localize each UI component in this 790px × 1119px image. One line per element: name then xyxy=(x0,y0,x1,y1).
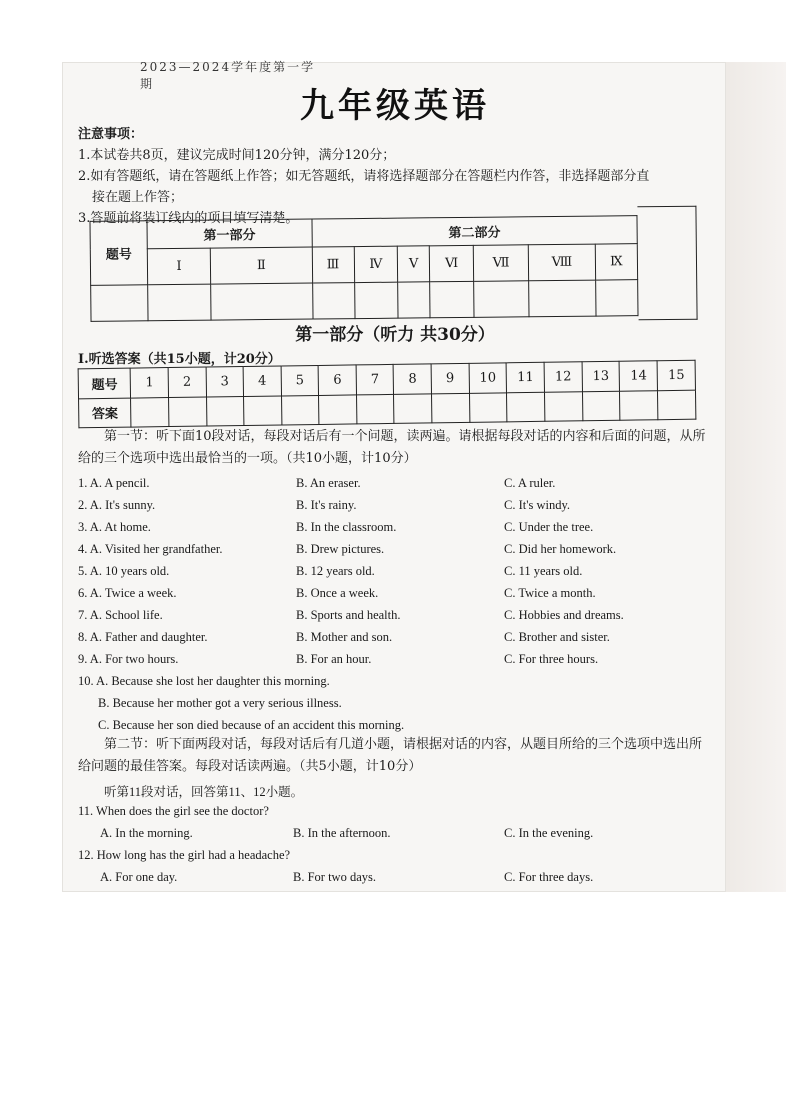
score-table-label: 题号 xyxy=(90,221,148,286)
score-col: Ⅲ xyxy=(312,247,354,283)
score-cell[interactable] xyxy=(91,285,148,322)
score-col: Ⅶ xyxy=(473,245,529,282)
score-cell[interactable] xyxy=(312,283,354,319)
answer-number: 8 xyxy=(394,364,432,394)
score-col: Ⅷ xyxy=(528,244,595,281)
option-b: B. Sports and health. xyxy=(296,608,401,622)
score-table xyxy=(89,215,638,322)
option-b: B. 12 years old. xyxy=(296,564,375,578)
option-a: 8. A. Father and daughter. xyxy=(78,630,208,644)
option-b: B. For two days. xyxy=(293,870,376,884)
section1-title: Ⅰ.听选答案（共15小题，计20分） xyxy=(78,352,281,367)
question-12-options xyxy=(78,870,718,890)
answer-row-label: 题号 xyxy=(78,368,131,398)
option-b: B. Mother and son. xyxy=(296,630,393,644)
option-a: 2. A. It's sunny. xyxy=(78,498,156,512)
score-col: Ⅵ xyxy=(430,245,474,281)
question-10-option-a: 10. A. Because she lost her daughter this morning. xyxy=(78,674,330,688)
answer-cell[interactable] xyxy=(582,391,620,421)
answer-cell[interactable] xyxy=(394,393,432,423)
part1-title: 第一部分（听力 共30分） xyxy=(295,325,495,345)
question-9 xyxy=(78,652,718,672)
cut-header-text: 2023—2024学年度第一学期 xyxy=(140,60,316,91)
notes-item: 1.本试卷共8页，建议完成时间120分钟，满分120分； xyxy=(78,148,396,163)
score-cell[interactable] xyxy=(398,282,431,318)
answer-number: 15 xyxy=(657,360,695,390)
option-c: C. Brother and sister. xyxy=(504,630,610,644)
question-10-option-c: C. Because her son died because of an accident this morning. xyxy=(98,718,405,732)
option-c: C. Under the tree. xyxy=(504,520,594,534)
option-a: 4. A. Visited her grandfather. xyxy=(78,542,223,556)
score-col: Ⅱ xyxy=(210,247,312,284)
question-11-options xyxy=(78,826,718,846)
score-col: Ⅳ xyxy=(354,246,398,282)
option-c: C. Twice a month. xyxy=(504,586,596,600)
score-col: Ⅴ xyxy=(397,246,430,282)
option-a: 7. A. School life. xyxy=(78,608,163,622)
notes-item: 2.如有答题纸，请在答题纸上作答；如无答题纸，请将选择题部分在答题栏内作答，非选择题部分直 xyxy=(78,169,650,184)
option-a: 9. A. For two hours. xyxy=(78,652,179,666)
answer-number: 3 xyxy=(206,367,244,397)
answer-row-label: 答案 xyxy=(79,398,132,428)
notes-item: 3.答题前将装订线内的项目填写清楚。 xyxy=(78,211,299,226)
page-title: 九年级英语 xyxy=(300,86,490,126)
exam-notes xyxy=(78,124,728,229)
answer-cell[interactable] xyxy=(169,397,207,427)
answer-number: 7 xyxy=(356,364,394,394)
question-3 xyxy=(78,520,718,540)
answer-cell[interactable] xyxy=(620,390,658,420)
question-2 xyxy=(78,498,718,518)
question-10-option-b: B. Because her mother got a very serious illness. xyxy=(98,696,342,710)
score-cell[interactable] xyxy=(354,282,398,318)
answer-number: 11 xyxy=(506,362,544,392)
answer-cell[interactable] xyxy=(244,395,282,425)
answer-cell[interactable] xyxy=(545,391,583,421)
answer-cell[interactable] xyxy=(658,390,696,420)
option-a: 5. A. 10 years old. xyxy=(78,564,170,578)
answer-number: 10 xyxy=(469,363,507,393)
question-5 xyxy=(78,564,718,584)
answer-number: 14 xyxy=(620,361,658,391)
question-7 xyxy=(78,608,718,628)
score-cell[interactable] xyxy=(529,280,596,317)
question-11-stem: 11. When does the girl see the doctor? xyxy=(78,804,269,818)
option-a: 3. A. At home. xyxy=(78,520,151,534)
answer-cell[interactable] xyxy=(206,396,244,426)
part1-instruction: 第一节：听下面10段对话，每段对话后有一个问题，读两遍。请根据每段对话的内容和后面的问题，从所给的三个选项中选出最恰当的一项。（共10小题，计10分） xyxy=(78,429,706,466)
page-edge-shadow xyxy=(726,62,786,892)
answer-number: 12 xyxy=(544,362,582,392)
option-c: C. In the evening. xyxy=(504,826,594,840)
question-6 xyxy=(78,586,718,606)
question-11 xyxy=(78,804,718,824)
option-c: C. For three days. xyxy=(504,870,594,884)
option-c: C. For three hours. xyxy=(504,652,599,666)
option-c: C. It's windy. xyxy=(504,498,571,512)
option-b: B. In the classroom. xyxy=(296,520,397,534)
answer-cell[interactable] xyxy=(469,392,507,422)
question-12-stem: 12. How long has the girl had a headache? xyxy=(78,848,291,862)
option-c: C. 11 years old. xyxy=(504,564,583,578)
answer-number: 13 xyxy=(582,361,620,391)
option-b: B. Once a week. xyxy=(296,586,379,600)
option-a: 6. A. Twice a week. xyxy=(78,586,177,600)
question-8 xyxy=(78,630,718,650)
score-cell[interactable] xyxy=(474,281,530,318)
answer-cell[interactable] xyxy=(507,392,545,422)
score-cell[interactable] xyxy=(148,284,212,321)
question-10 xyxy=(78,674,718,694)
answer-number: 6 xyxy=(318,365,356,395)
option-b: B. It's rainy. xyxy=(296,498,357,512)
answer-number: 4 xyxy=(243,366,281,396)
answer-cell[interactable] xyxy=(281,395,319,425)
answer-number: 1 xyxy=(131,368,169,398)
answer-number: 2 xyxy=(168,367,206,397)
dialog-11-label: 听第11段对话，回答第11、12小题。 xyxy=(104,785,304,799)
score-cell[interactable] xyxy=(430,281,474,317)
total-score-box[interactable] xyxy=(637,206,697,321)
score-part1-header: 第一部分 xyxy=(147,219,312,249)
option-a: A. For one day. xyxy=(100,870,178,884)
question-4 xyxy=(78,542,718,562)
answer-cell[interactable] xyxy=(432,393,470,423)
notes-item: 接在题上作答； xyxy=(92,190,184,205)
option-b: B. Drew pictures. xyxy=(296,542,385,556)
option-a: A. In the morning. xyxy=(100,826,193,840)
answer-cell[interactable] xyxy=(356,394,394,424)
answer-number: 5 xyxy=(281,365,319,395)
question-12 xyxy=(78,848,718,868)
question-1 xyxy=(78,476,718,496)
option-c: C. Hobbies and dreams. xyxy=(504,608,624,622)
dialog-11-intro xyxy=(104,782,744,802)
score-cell[interactable] xyxy=(596,280,638,316)
part2-instruction: 第二节：听下面两段对话，每段对话后有几道小题，请根据对话的内容，从题目所给的三个选项中选出所给问题的最佳答案。每段对话读两遍。（共5小题，计10分） xyxy=(78,737,703,774)
score-part2-header: 第二部分 xyxy=(312,216,638,247)
option-a: 1. A. A pencil. xyxy=(78,476,150,490)
answer-number: 9 xyxy=(431,363,469,393)
option-b: B. In the afternoon. xyxy=(293,826,391,840)
option-c: C. Did her homework. xyxy=(504,542,617,556)
option-b: B. For an hour. xyxy=(296,652,372,666)
answer-cell[interactable] xyxy=(131,397,169,427)
question-10-b xyxy=(78,696,718,716)
score-col: Ⅰ xyxy=(147,248,211,285)
score-cell[interactable] xyxy=(211,283,313,320)
notes-heading: 注意事项： xyxy=(78,127,144,142)
option-c: C. A ruler. xyxy=(504,476,556,490)
answer-cell[interactable] xyxy=(319,394,357,424)
answer-table xyxy=(78,360,697,429)
option-b: B. An eraser. xyxy=(296,476,361,490)
score-col: Ⅸ xyxy=(595,244,637,280)
